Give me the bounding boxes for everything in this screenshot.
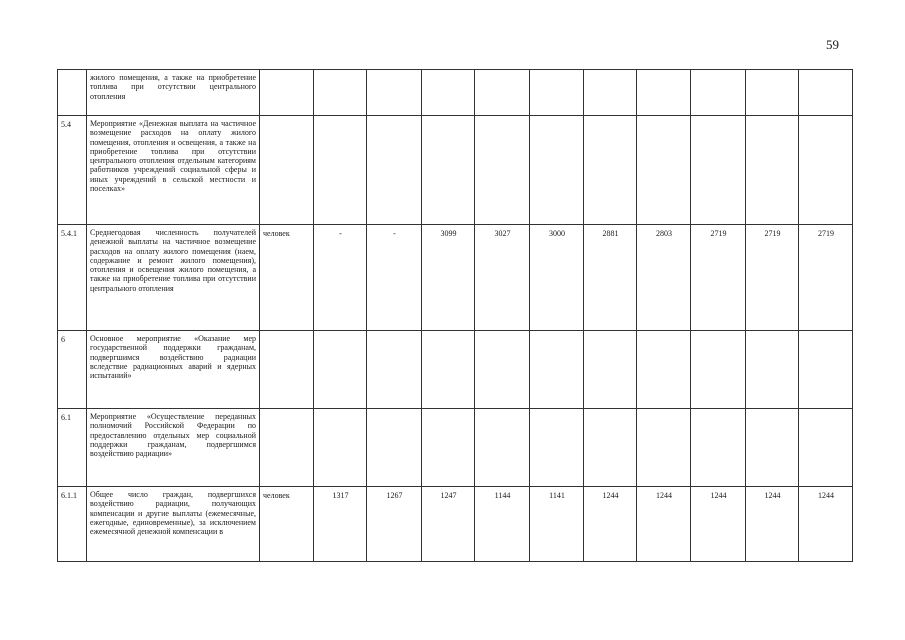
row-value-cell: 3027: [475, 225, 530, 331]
table-row: [58, 116, 853, 225]
row-code-cell: 5.4: [58, 116, 87, 225]
row-unit-cell: человек: [260, 487, 314, 562]
row-code-cell: [58, 70, 87, 116]
row-value-cell: [746, 331, 799, 409]
row-value-cell: 2719: [799, 225, 853, 331]
table-row: [58, 487, 853, 562]
row-value-cell: [314, 116, 367, 225]
row-value-cell: 1144: [475, 487, 530, 562]
row-description-cell: Общее число граждан, подвергшихся воздействию радиации, получающих компенсации и другие выплаты (ежемесячные, ежегодные, единовременные), за исключением ежемесячной денежной компенсации в: [87, 487, 260, 562]
table-row: [58, 70, 853, 116]
row-value-cell: -: [367, 225, 422, 331]
row-value-cell: [422, 409, 475, 487]
row-unit-cell: [260, 409, 314, 487]
row-description-cell: Мероприятие «Осуществление переданных полномочий Российской Федерации по предоставлению отдельных мер социальной поддержки гражданам, подвергшимся воздействию радиации»: [87, 409, 260, 487]
table-row: [58, 225, 853, 331]
row-code-cell: 6: [58, 331, 87, 409]
row-value-cell: [799, 116, 853, 225]
row-value-cell: 1244: [691, 487, 746, 562]
row-value-cell: 2803: [637, 225, 691, 331]
row-unit-cell: [260, 331, 314, 409]
row-code-cell: 6.1: [58, 409, 87, 487]
row-value-cell: [584, 409, 637, 487]
row-unit-cell: [260, 116, 314, 225]
row-value-cell: 2719: [691, 225, 746, 331]
row-value-cell: [584, 331, 637, 409]
row-value-cell: 3000: [530, 225, 584, 331]
row-value-cell: [422, 331, 475, 409]
indicators-table: [57, 69, 853, 562]
row-description-cell: жилого помещения, а также на приобретение топлива при отсутствии центрального отопления: [87, 70, 260, 116]
row-value-cell: 1244: [799, 487, 853, 562]
row-value-cell: [422, 116, 475, 225]
row-value-cell: [475, 409, 530, 487]
row-value-cell: [422, 70, 475, 116]
row-description-cell: Основное мероприятие «Оказание мер государственной поддержки гражданам, подвергшимся воздействию радиации вследствие радиационных аварий и ядерных испытаний»: [87, 331, 260, 409]
row-value-cell: 3099: [422, 225, 475, 331]
row-value-cell: 1317: [314, 487, 367, 562]
row-unit-cell: [260, 70, 314, 116]
row-value-cell: 2719: [746, 225, 799, 331]
table-row: [58, 409, 853, 487]
row-value-cell: [799, 70, 853, 116]
row-value-cell: [746, 70, 799, 116]
row-value-cell: [691, 70, 746, 116]
row-description-cell: Среднегодовая численность получателей денежной выплаты на частичное возмещение расходов на оплату жилого помещения (наем, содержание и ремонт жилого помещения), отопления и освещения жилого помещения, а также на приобретение топлива при отсутствии центрального отопления: [87, 225, 260, 331]
row-value-cell: [637, 116, 691, 225]
row-value-cell: [691, 116, 746, 225]
row-value-cell: [367, 70, 422, 116]
row-value-cell: [475, 116, 530, 225]
row-value-cell: [314, 409, 367, 487]
row-value-cell: [637, 409, 691, 487]
row-value-cell: [530, 331, 584, 409]
row-value-cell: [475, 70, 530, 116]
row-value-cell: [746, 409, 799, 487]
row-value-cell: [530, 70, 584, 116]
row-code-cell: 6.1.1: [58, 487, 87, 562]
row-value-cell: 1244: [637, 487, 691, 562]
page-number: 59: [826, 37, 839, 52]
row-value-cell: 1247: [422, 487, 475, 562]
row-value-cell: [530, 409, 584, 487]
row-value-cell: [799, 409, 853, 487]
row-value-cell: 2881: [584, 225, 637, 331]
row-value-cell: [367, 116, 422, 225]
row-value-cell: [584, 70, 637, 116]
row-value-cell: 1267: [367, 487, 422, 562]
row-value-cell: [637, 331, 691, 409]
row-unit-cell: человек: [260, 225, 314, 331]
row-value-cell: -: [314, 225, 367, 331]
row-value-cell: [367, 409, 422, 487]
row-value-cell: [637, 70, 691, 116]
table-body: [58, 70, 853, 562]
row-value-cell: [799, 331, 853, 409]
row-value-cell: [314, 70, 367, 116]
row-value-cell: [314, 331, 367, 409]
row-value-cell: [691, 409, 746, 487]
row-value-cell: [584, 116, 637, 225]
row-value-cell: 1244: [584, 487, 637, 562]
row-value-cell: [367, 331, 422, 409]
row-value-cell: 1141: [530, 487, 584, 562]
row-value-cell: [746, 116, 799, 225]
row-value-cell: [691, 331, 746, 409]
row-description-cell: Мероприятие «Денежная выплата на частичное возмещение расходов на оплату жилого помещения, отопления и освещения, а также на приобретение топлива при отсутствии центрального отопления отдельным категориям работников учреждений социальной сферы и иных учреждений в сельской местности и поселках»: [87, 116, 260, 225]
row-value-cell: 1244: [746, 487, 799, 562]
row-value-cell: [475, 331, 530, 409]
row-code-cell: 5.4.1: [58, 225, 87, 331]
table-row: [58, 331, 853, 409]
row-value-cell: [530, 116, 584, 225]
